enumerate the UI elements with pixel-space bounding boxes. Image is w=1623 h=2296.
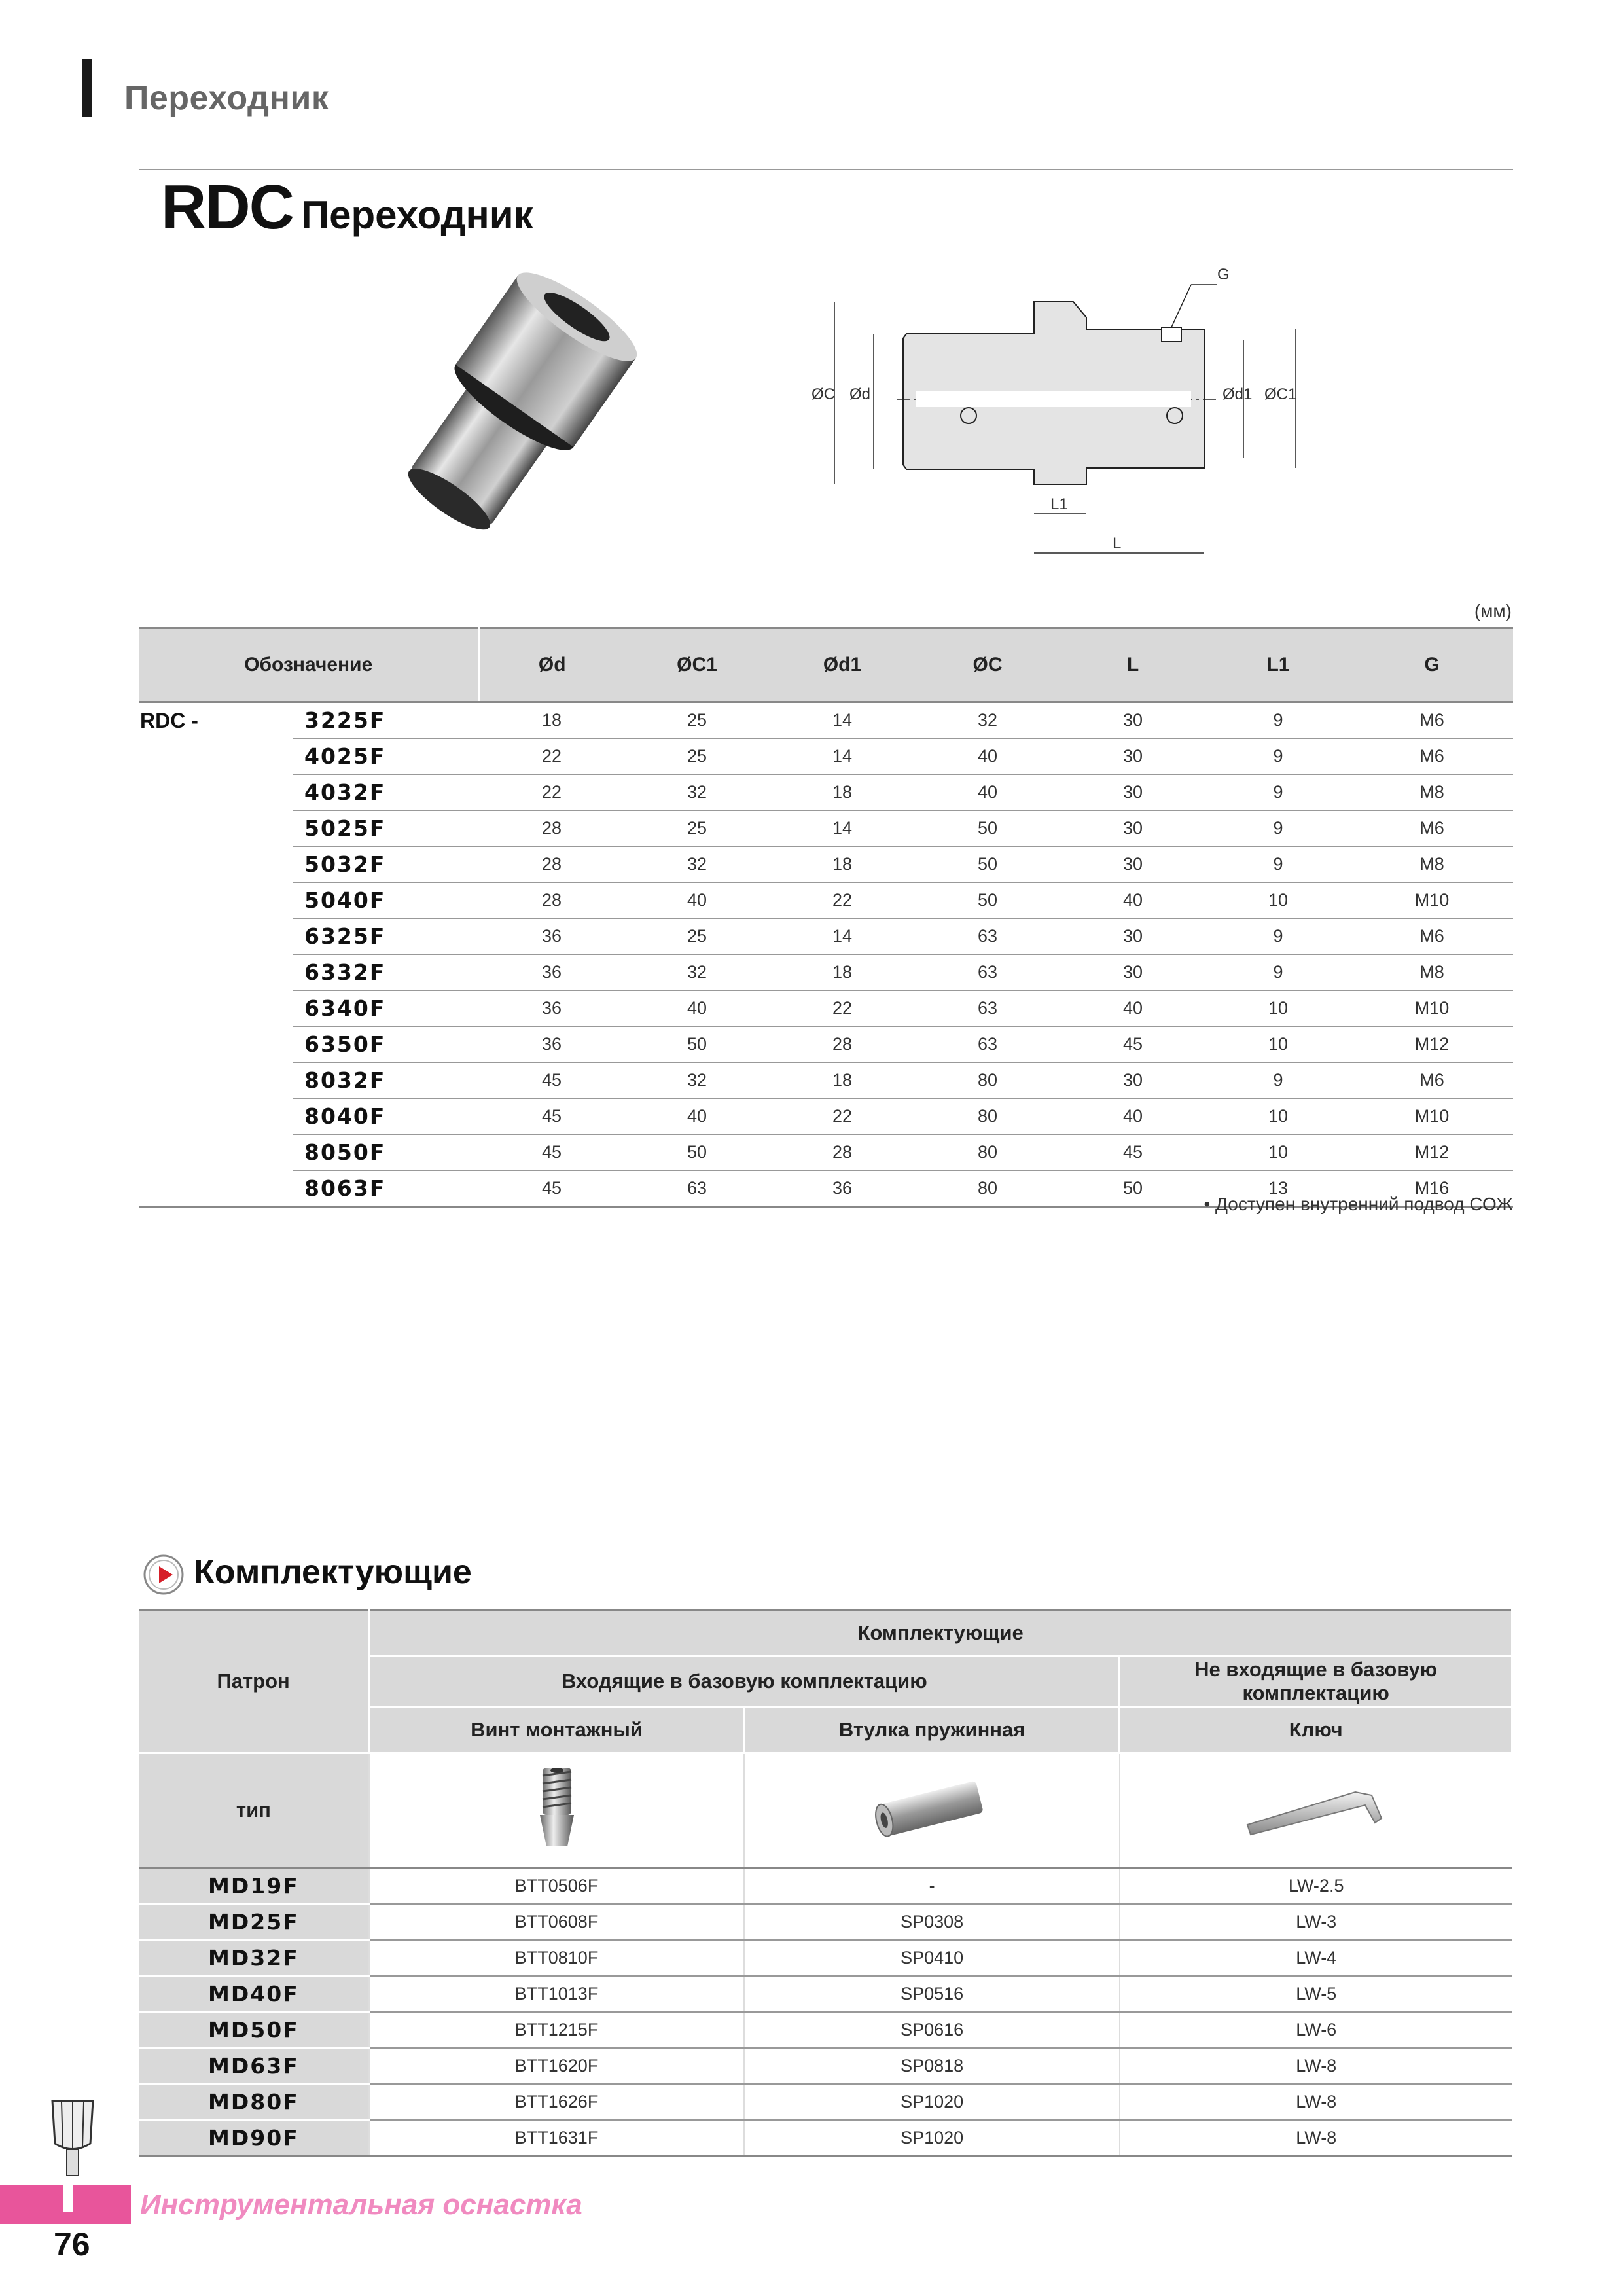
footer-category: Инструментальная оснастка — [140, 2189, 582, 2221]
title-main: RDC — [161, 172, 293, 242]
cell-d1: 18 — [770, 774, 915, 810]
col-header-C: ØC — [915, 628, 1060, 702]
cell-d: 36 — [479, 954, 624, 990]
cell-l: 30 — [1060, 738, 1205, 774]
screw-part-number: BTT0506F — [369, 1868, 745, 1905]
adapter-product-photo — [366, 262, 674, 556]
cell-g: M12 — [1351, 1134, 1513, 1170]
cell-g: M10 — [1351, 990, 1513, 1026]
cell-c: 40 — [915, 738, 1060, 774]
key-part-number: LW-2.5 — [1120, 1868, 1512, 1905]
cell-g: M6 — [1351, 702, 1513, 739]
cell-l1: 10 — [1205, 1134, 1351, 1170]
cell-c1: 32 — [624, 954, 770, 990]
designation-prefix — [139, 1062, 293, 1098]
screw-part-number: BTT0810F — [369, 1940, 745, 1976]
cell-l1: 10 — [1205, 990, 1351, 1026]
cell-l1: 9 — [1205, 846, 1351, 882]
cell-c: 32 — [915, 702, 1060, 739]
units-label: (мм) — [1474, 601, 1512, 621]
cell-d1: 28 — [770, 1134, 915, 1170]
cell-l: 30 — [1060, 954, 1205, 990]
dim-label-d: Ød — [849, 386, 871, 403]
key-part-number: LW-8 — [1120, 2048, 1512, 2084]
table-row — [139, 954, 1513, 990]
chuck-model: MD32F — [139, 1940, 369, 1976]
sleeve-part-number: SP1020 — [744, 2084, 1120, 2120]
cell-d: 28 — [479, 810, 624, 846]
footer-section-mark — [63, 2185, 73, 2212]
cell-c: 80 — [915, 1062, 1060, 1098]
designation-prefix — [139, 1134, 293, 1170]
designation-code: 5032F — [293, 846, 479, 882]
cell-l1: 10 — [1205, 1026, 1351, 1062]
acc-type-row — [139, 1753, 1512, 1868]
table-row — [139, 990, 1513, 1026]
chuck-model: MD50F — [139, 2012, 369, 2048]
collet-icon — [46, 2094, 99, 2186]
cell-l1: 13 — [1205, 1170, 1351, 1207]
page-title — [161, 171, 533, 243]
key-part-number: LW-6 — [1120, 2012, 1512, 2048]
cell-d1: 18 — [770, 1062, 915, 1098]
table-row — [139, 810, 1513, 846]
cell-c: 80 — [915, 1170, 1060, 1207]
designation-code: 4032F — [293, 774, 479, 810]
designation-code: 6340F — [293, 990, 479, 1026]
table-row — [139, 2048, 1512, 2084]
key-part-number: LW-3 — [1120, 1904, 1512, 1940]
cell-d: 28 — [479, 882, 624, 918]
table-row — [139, 918, 1513, 954]
cell-d: 45 — [479, 1098, 624, 1134]
cell-d: 36 — [479, 990, 624, 1026]
cell-g: M10 — [1351, 1098, 1513, 1134]
table-row — [139, 1098, 1513, 1134]
cell-c: 50 — [915, 846, 1060, 882]
technical-drawing — [798, 252, 1322, 579]
designation-prefix — [139, 846, 293, 882]
col-header-not-included: Не входящие в базовую комплектацию — [1120, 1657, 1512, 1707]
section-marker-bar — [82, 59, 92, 117]
table-row — [139, 2084, 1512, 2120]
col-header-C1: ØC1 — [624, 628, 770, 702]
cell-d1: 14 — [770, 702, 915, 739]
designation-prefix — [139, 1098, 293, 1134]
dim-label-G: G — [1217, 266, 1230, 283]
table-row — [139, 882, 1513, 918]
screw-part-number: BTT1013F — [369, 1976, 745, 2012]
dim-label-L1: L1 — [1050, 495, 1068, 513]
cell-d: 36 — [479, 918, 624, 954]
page-number: 76 — [54, 2226, 90, 2263]
screw-image-cell — [369, 1753, 745, 1868]
col-header-accessories: Комплектующие — [369, 1610, 1512, 1657]
cell-c: 50 — [915, 810, 1060, 846]
col-header-designation: Обозначение — [139, 628, 479, 702]
cell-c: 63 — [915, 990, 1060, 1026]
cell-l: 45 — [1060, 1026, 1205, 1062]
key-part-number: LW-5 — [1120, 1976, 1512, 2012]
cell-c1: 32 — [624, 774, 770, 810]
col-header-screw: Винт монтажный — [369, 1707, 745, 1753]
sleeve-part-number: SP0308 — [744, 1904, 1120, 1940]
cell-c1: 25 — [624, 738, 770, 774]
cell-c1: 40 — [624, 990, 770, 1026]
cell-d1: 18 — [770, 954, 915, 990]
table-row — [139, 1134, 1513, 1170]
cell-l: 30 — [1060, 702, 1205, 739]
cell-d: 45 — [479, 1134, 624, 1170]
cell-c1: 40 — [624, 1098, 770, 1134]
designation-prefix — [139, 954, 293, 990]
col-header-L: L — [1060, 628, 1205, 702]
sleeve-part-number: SP0616 — [744, 2012, 1120, 2048]
cell-l: 30 — [1060, 774, 1205, 810]
cell-c: 80 — [915, 1134, 1060, 1170]
designation-prefix: RDC - — [140, 708, 198, 732]
chuck-model: MD63F — [139, 2048, 369, 2084]
coolant-note: • Доступен внутренний подвод СОЖ — [1204, 1194, 1513, 1214]
cell-l: 30 — [1060, 918, 1205, 954]
cell-g: M6 — [1351, 738, 1513, 774]
accessories-title: Комплектующие — [194, 1553, 472, 1591]
cell-c: 63 — [915, 918, 1060, 954]
cell-l1: 9 — [1205, 738, 1351, 774]
cell-d1: 22 — [770, 990, 915, 1026]
table-row — [139, 738, 1513, 774]
cell-c1: 25 — [624, 918, 770, 954]
col-header-sleeve: Втулка пружинная — [744, 1707, 1120, 1753]
designation-prefix — [139, 990, 293, 1026]
cell-c1: 63 — [624, 1170, 770, 1207]
accessories-table — [139, 1609, 1513, 2157]
cell-c: 80 — [915, 1098, 1060, 1134]
cell-d1: 36 — [770, 1170, 915, 1207]
screw-part-number: BTT1620F — [369, 2048, 745, 2084]
cell-c: 63 — [915, 954, 1060, 990]
cell-d1: 28 — [770, 1026, 915, 1062]
table-row — [139, 2120, 1512, 2157]
cell-c: 50 — [915, 882, 1060, 918]
cell-l1: 9 — [1205, 954, 1351, 990]
spring-sleeve-icon — [870, 1772, 994, 1844]
designation-prefix — [139, 810, 293, 846]
sleeve-part-number: SP0516 — [744, 1976, 1120, 2012]
key-part-number: LW-8 — [1120, 2120, 1512, 2157]
designation-prefix — [139, 918, 293, 954]
cell-g: M6 — [1351, 1062, 1513, 1098]
screw-part-number: BTT1215F — [369, 2012, 745, 2048]
designation-code: 6332F — [293, 954, 479, 990]
sleeve-part-number: SP0818 — [744, 2048, 1120, 2084]
cell-g: M8 — [1351, 954, 1513, 990]
acc-header-row-1 — [139, 1610, 1512, 1657]
cell-c1: 32 — [624, 1062, 770, 1098]
table-row — [139, 1868, 1512, 1905]
designation-code: 5040F — [293, 882, 479, 918]
cell-g: M8 — [1351, 774, 1513, 810]
screw-part-number: BTT1631F — [369, 2120, 745, 2157]
cell-d1: 14 — [770, 918, 915, 954]
screw-part-number: BTT0608F — [369, 1904, 745, 1940]
cell-d: 22 — [479, 774, 624, 810]
dimensions-table — [139, 627, 1513, 1208]
designation-prefix — [139, 774, 293, 810]
cell-d: 36 — [479, 1026, 624, 1062]
cell-l: 40 — [1060, 1098, 1205, 1134]
cell-l1: 9 — [1205, 1062, 1351, 1098]
col-header-d1: Ød1 — [770, 628, 915, 702]
col-header-G: G — [1351, 628, 1513, 702]
cell-g: M6 — [1351, 810, 1513, 846]
table-row — [139, 702, 1513, 739]
cell-l: 30 — [1060, 810, 1205, 846]
table-row — [139, 1976, 1512, 2012]
table-row — [139, 1904, 1512, 1940]
cell-c: 63 — [915, 1026, 1060, 1062]
cell-l1: 9 — [1205, 702, 1351, 739]
cell-g: M12 — [1351, 1026, 1513, 1062]
designation-prefix — [139, 882, 293, 918]
cell-l1: 9 — [1205, 774, 1351, 810]
cell-c: 40 — [915, 774, 1060, 810]
cell-d1: 14 — [770, 738, 915, 774]
mounting-screw-icon — [531, 1763, 583, 1854]
designation-code: 8063F — [293, 1170, 479, 1207]
chuck-model: MD19F — [139, 1868, 369, 1905]
table-row — [139, 1062, 1513, 1098]
type-label: тип — [139, 1753, 369, 1868]
cell-c1: 25 — [624, 810, 770, 846]
cell-l: 30 — [1060, 846, 1205, 882]
play-circle-icon — [143, 1554, 185, 1596]
chuck-model: MD25F — [139, 1904, 369, 1940]
designation-code: 8040F — [293, 1098, 479, 1134]
header-divider — [139, 169, 1513, 170]
cell-l: 50 — [1060, 1170, 1205, 1207]
designation-code: 8050F — [293, 1134, 479, 1170]
dim-label-C: ØC — [812, 386, 835, 403]
table-header-row — [139, 628, 1513, 702]
sleeve-image-cell — [744, 1753, 1120, 1868]
dim-label-L: L — [1113, 535, 1122, 552]
cell-l: 45 — [1060, 1134, 1205, 1170]
cell-c1: 50 — [624, 1134, 770, 1170]
cell-c1: 25 — [624, 702, 770, 739]
cell-g: M10 — [1351, 882, 1513, 918]
cell-g: M6 — [1351, 918, 1513, 954]
table-row — [139, 846, 1513, 882]
cell-d: 28 — [479, 846, 624, 882]
cell-c1: 40 — [624, 882, 770, 918]
cell-l1: 9 — [1205, 918, 1351, 954]
hex-key-icon — [1241, 1769, 1391, 1848]
col-header-d: Ød — [479, 628, 624, 702]
designation-code: 6325F — [293, 918, 479, 954]
designation-code: 3225F — [293, 702, 479, 739]
key-part-number: LW-4 — [1120, 1940, 1512, 1976]
col-header-included: Входящие в базовую комплектацию — [369, 1657, 1120, 1707]
table-row — [139, 1026, 1513, 1062]
cell-c1: 50 — [624, 1026, 770, 1062]
chuck-model: MD90F — [139, 2120, 369, 2157]
key-part-number: LW-8 — [1120, 2084, 1512, 2120]
sleeve-part-number: SP0410 — [744, 1940, 1120, 1976]
cell-d1: 22 — [770, 1098, 915, 1134]
cell-g: M16 — [1351, 1170, 1513, 1207]
designation-prefix — [139, 738, 293, 774]
cell-d1: 14 — [770, 810, 915, 846]
cell-d1: 22 — [770, 882, 915, 918]
dim-label-d1: Ød1 — [1222, 386, 1253, 403]
chuck-model: MD40F — [139, 1976, 369, 2012]
sleeve-part-number: - — [744, 1868, 1120, 1905]
sleeve-part-number: SP1020 — [744, 2120, 1120, 2157]
key-image-cell — [1120, 1753, 1512, 1868]
cell-d: 22 — [479, 738, 624, 774]
screw-part-number: BTT1626F — [369, 2084, 745, 2120]
designation-code: 8032F — [293, 1062, 479, 1098]
cell-c1: 32 — [624, 846, 770, 882]
cell-l: 30 — [1060, 1062, 1205, 1098]
col-header-patron: Патрон — [139, 1610, 369, 1753]
table-row — [139, 2012, 1512, 2048]
title-sub: Переходник — [300, 193, 533, 237]
cell-l1: 9 — [1205, 810, 1351, 846]
chuck-model: MD80F — [139, 2084, 369, 2120]
cell-d: 45 — [479, 1062, 624, 1098]
cell-d: 45 — [479, 1170, 624, 1207]
cell-l: 40 — [1060, 990, 1205, 1026]
cell-l1: 10 — [1205, 882, 1351, 918]
cell-l1: 10 — [1205, 1098, 1351, 1134]
cell-d1: 18 — [770, 846, 915, 882]
designation-code: 6350F — [293, 1026, 479, 1062]
table-row — [139, 774, 1513, 810]
cell-g: M8 — [1351, 846, 1513, 882]
col-header-key: Ключ — [1120, 1707, 1512, 1753]
designation-code: 5025F — [293, 810, 479, 846]
table-row — [139, 1940, 1512, 1976]
designation-code: 4025F — [293, 738, 479, 774]
designation-prefix — [139, 1170, 293, 1207]
designation-prefix — [139, 1026, 293, 1062]
col-header-L1: L1 — [1205, 628, 1351, 702]
cell-l: 40 — [1060, 882, 1205, 918]
dim-label-C1: ØC1 — [1264, 386, 1297, 403]
cell-d: 18 — [479, 702, 624, 739]
section-title: Переходник — [124, 79, 329, 117]
